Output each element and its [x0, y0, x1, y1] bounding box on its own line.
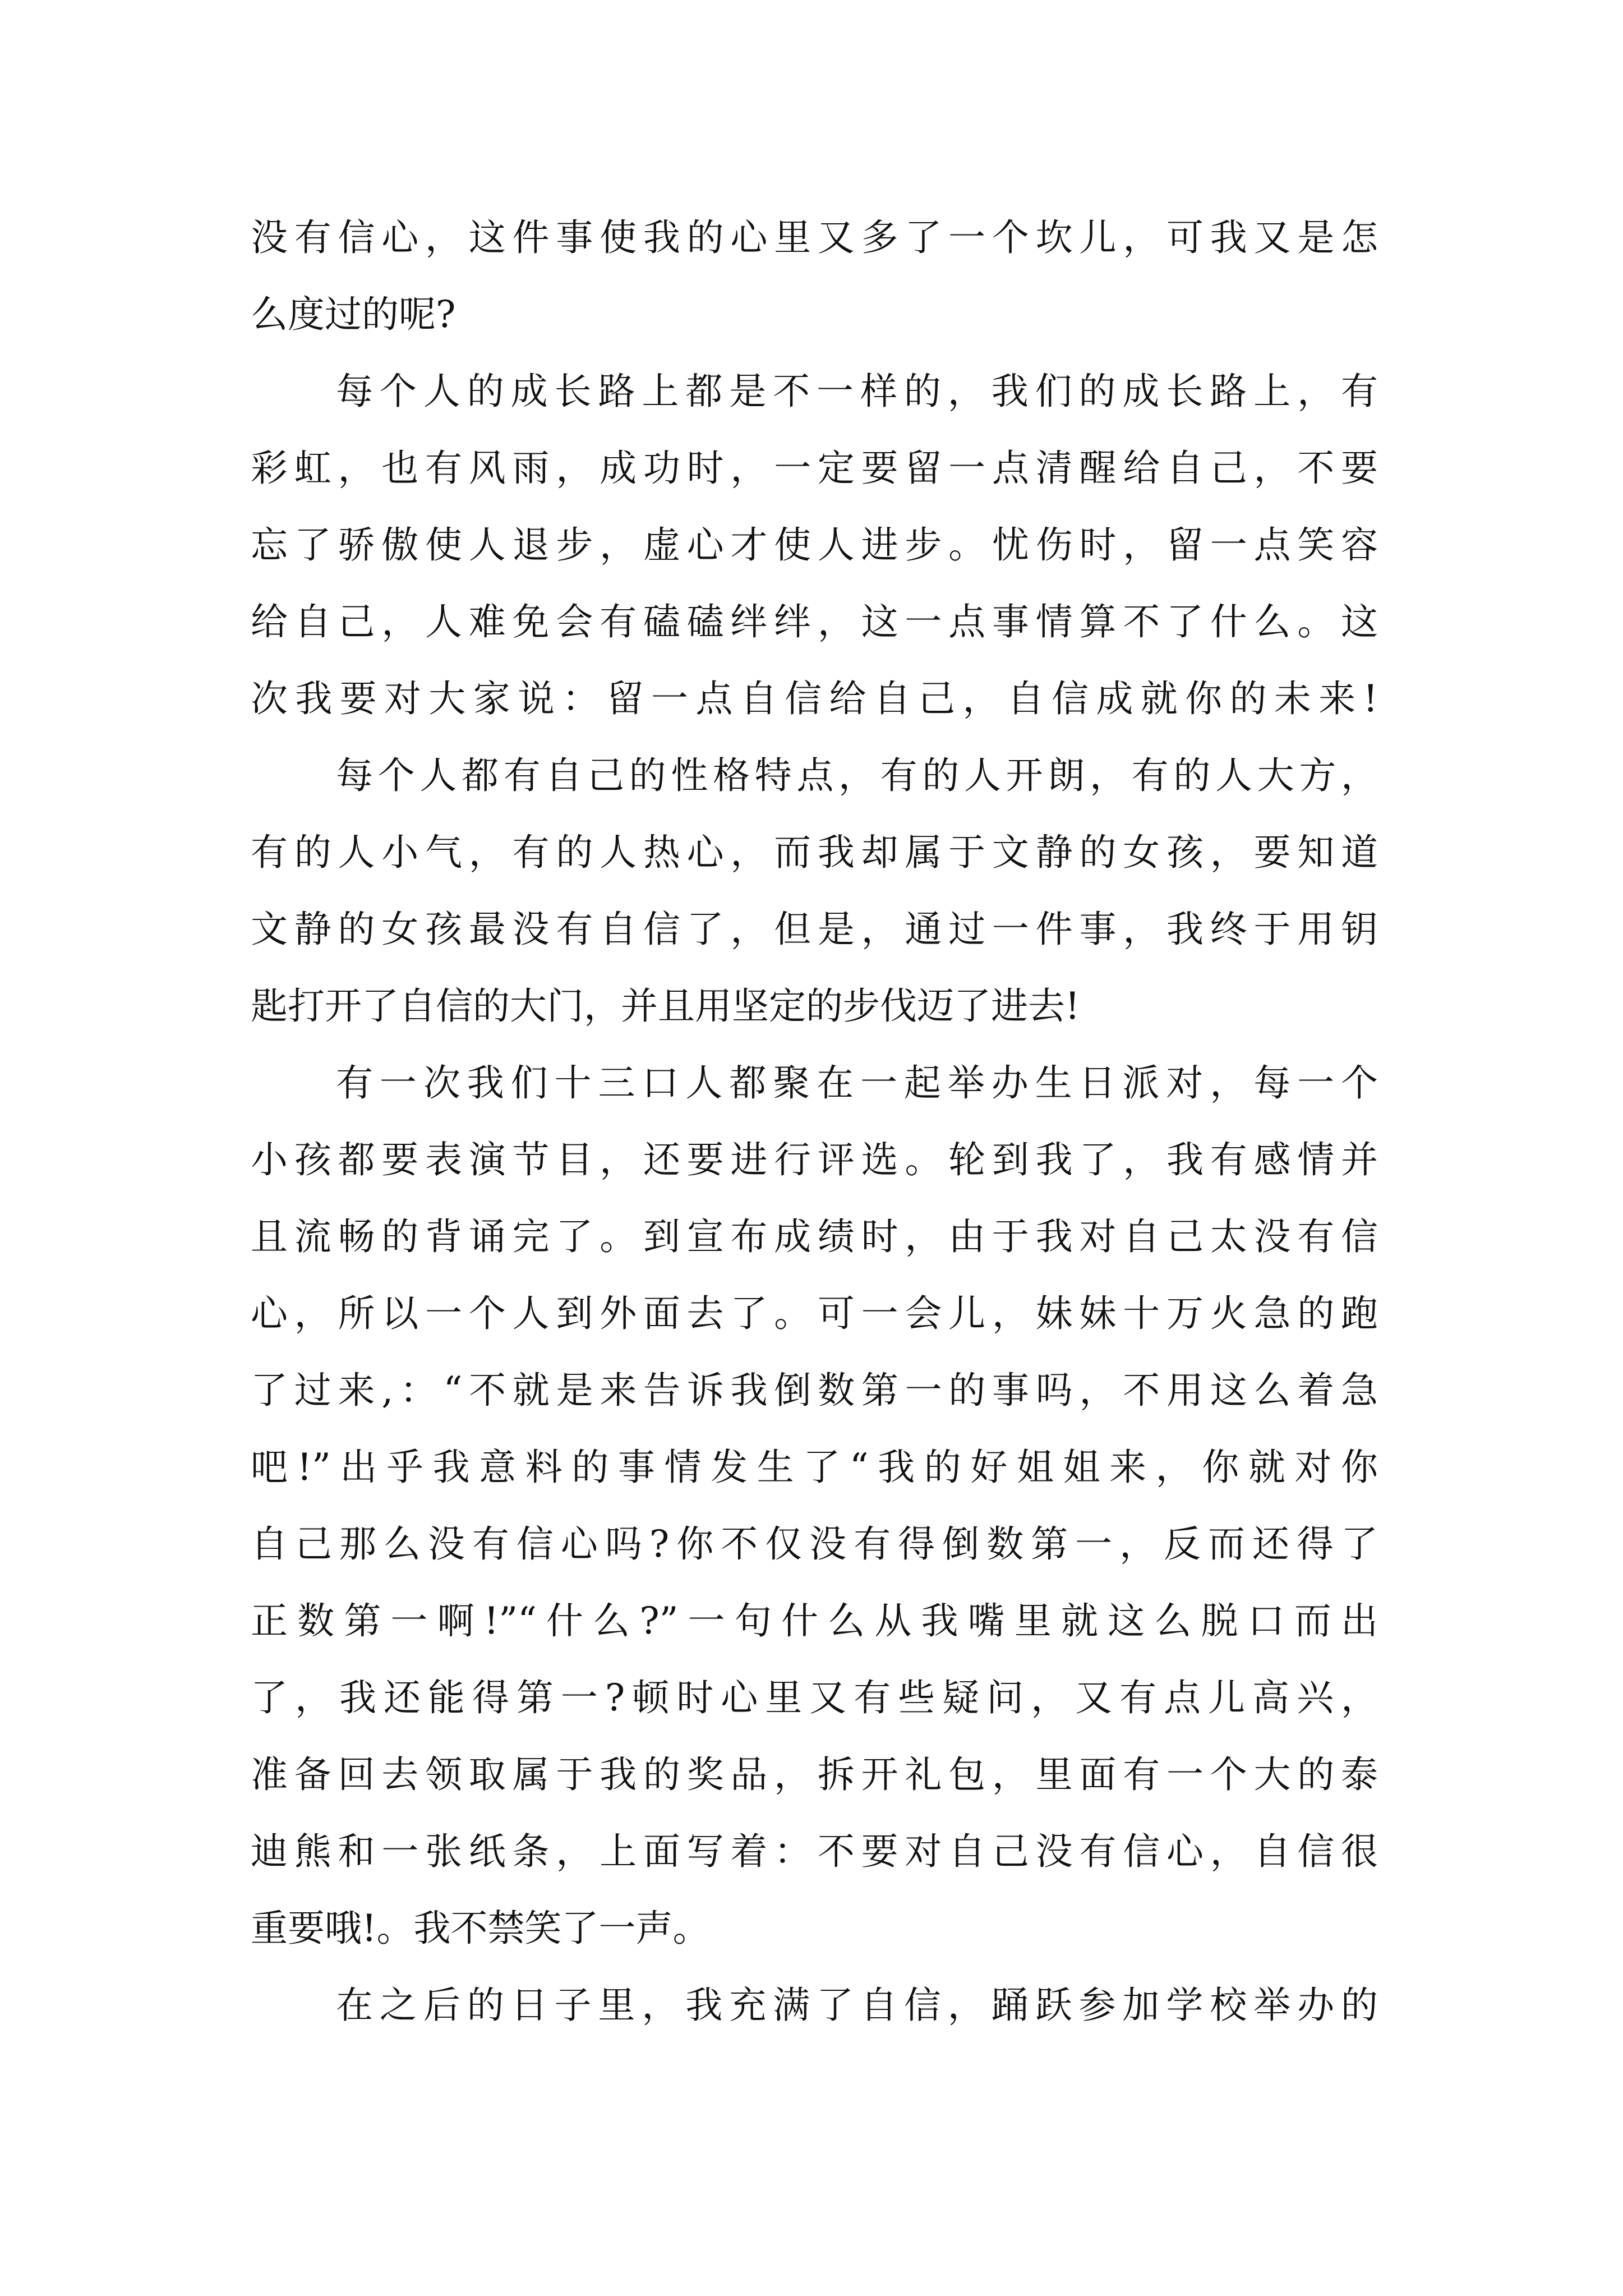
- body-text: [251, 199, 1378, 2044]
- text-line: 迪熊和一张纸条，上面写着：不要对自己没有信心，自信很: [251, 1830, 1378, 1873]
- text-line: 了，我还能得第一?顿时心里又有些疑问，又有点儿高兴，: [251, 1676, 1378, 1719]
- text-line: 文静的女孩最没有自信了，但是，通过一件事，我终于用钥: [251, 908, 1378, 951]
- text-line: 给自己，人难免会有磕磕绊绊，这一点事情算不了什么。这: [251, 600, 1378, 643]
- text-line: 没有信心，这件事使我的心里又多了一个坎儿，可我又是怎: [251, 216, 1378, 259]
- paragraph-first-line: 每个人都有自己的性格特点，有的人开朗，有的人大方，: [336, 754, 1378, 797]
- paragraph-first-line: 有一次我们十三口人都聚在一起举办生日派对，每一个: [336, 1061, 1378, 1105]
- text-line: 么度过的呢?: [251, 293, 456, 336]
- text-line: 了过来,：“不就是来告诉我倒数第一的事吗，不用这么着急: [251, 1369, 1378, 1412]
- text-line: 准备回去领取属于我的奖品，拆开礼包，里面有一个大的泰: [251, 1753, 1378, 1796]
- text-line: 有的人小气，有的人热心，而我却属于文静的女孩，要知道: [251, 831, 1378, 874]
- text-line: 匙打开了自信的大门，并且用坚定的步伐迈了进去!: [251, 984, 1080, 1028]
- text-line: 正数第一啊!”“什么?”一句什么从我嘴里就这么脱口而出: [251, 1599, 1378, 1642]
- text-line: 次我要对大家说：留一点自信给自己，自信成就你的未来!: [251, 677, 1378, 720]
- paragraph-first-line: 每个人的成长路上都是不一样的，我们的成长路上，有: [336, 370, 1378, 413]
- text-line: 且流畅的背诵完了。到宣布成绩时，由于我对自己太没有信: [251, 1215, 1378, 1258]
- text-line: 自己那么没有信心吗?你不仅没有得倒数第一，反而还得了: [251, 1522, 1378, 1566]
- text-line: 吧!”出乎我意料的事情发生了“我的好姐姐来，你就对你: [251, 1446, 1378, 1489]
- text-line: 小孩都要表演节目，还要进行评选。轮到我了，我有感情并: [251, 1138, 1378, 1181]
- text-line: 重要哦!。我不禁笑了一声。: [251, 1907, 710, 1950]
- paragraph-first-line: 在之后的日子里，我充满了自信，踊跃参加学校举办的: [336, 1984, 1378, 2027]
- text-line: 忘了骄傲使人退步，虚心才使人进步。忧伤时，留一点笑容: [251, 523, 1378, 567]
- text-line: 心，所以一个人到外面去了。可一会儿，妹妹十万火急的跑: [251, 1292, 1378, 1335]
- text-line: 彩虹，也有风雨，成功时，一定要留一点清醒给自己，不要: [251, 447, 1378, 490]
